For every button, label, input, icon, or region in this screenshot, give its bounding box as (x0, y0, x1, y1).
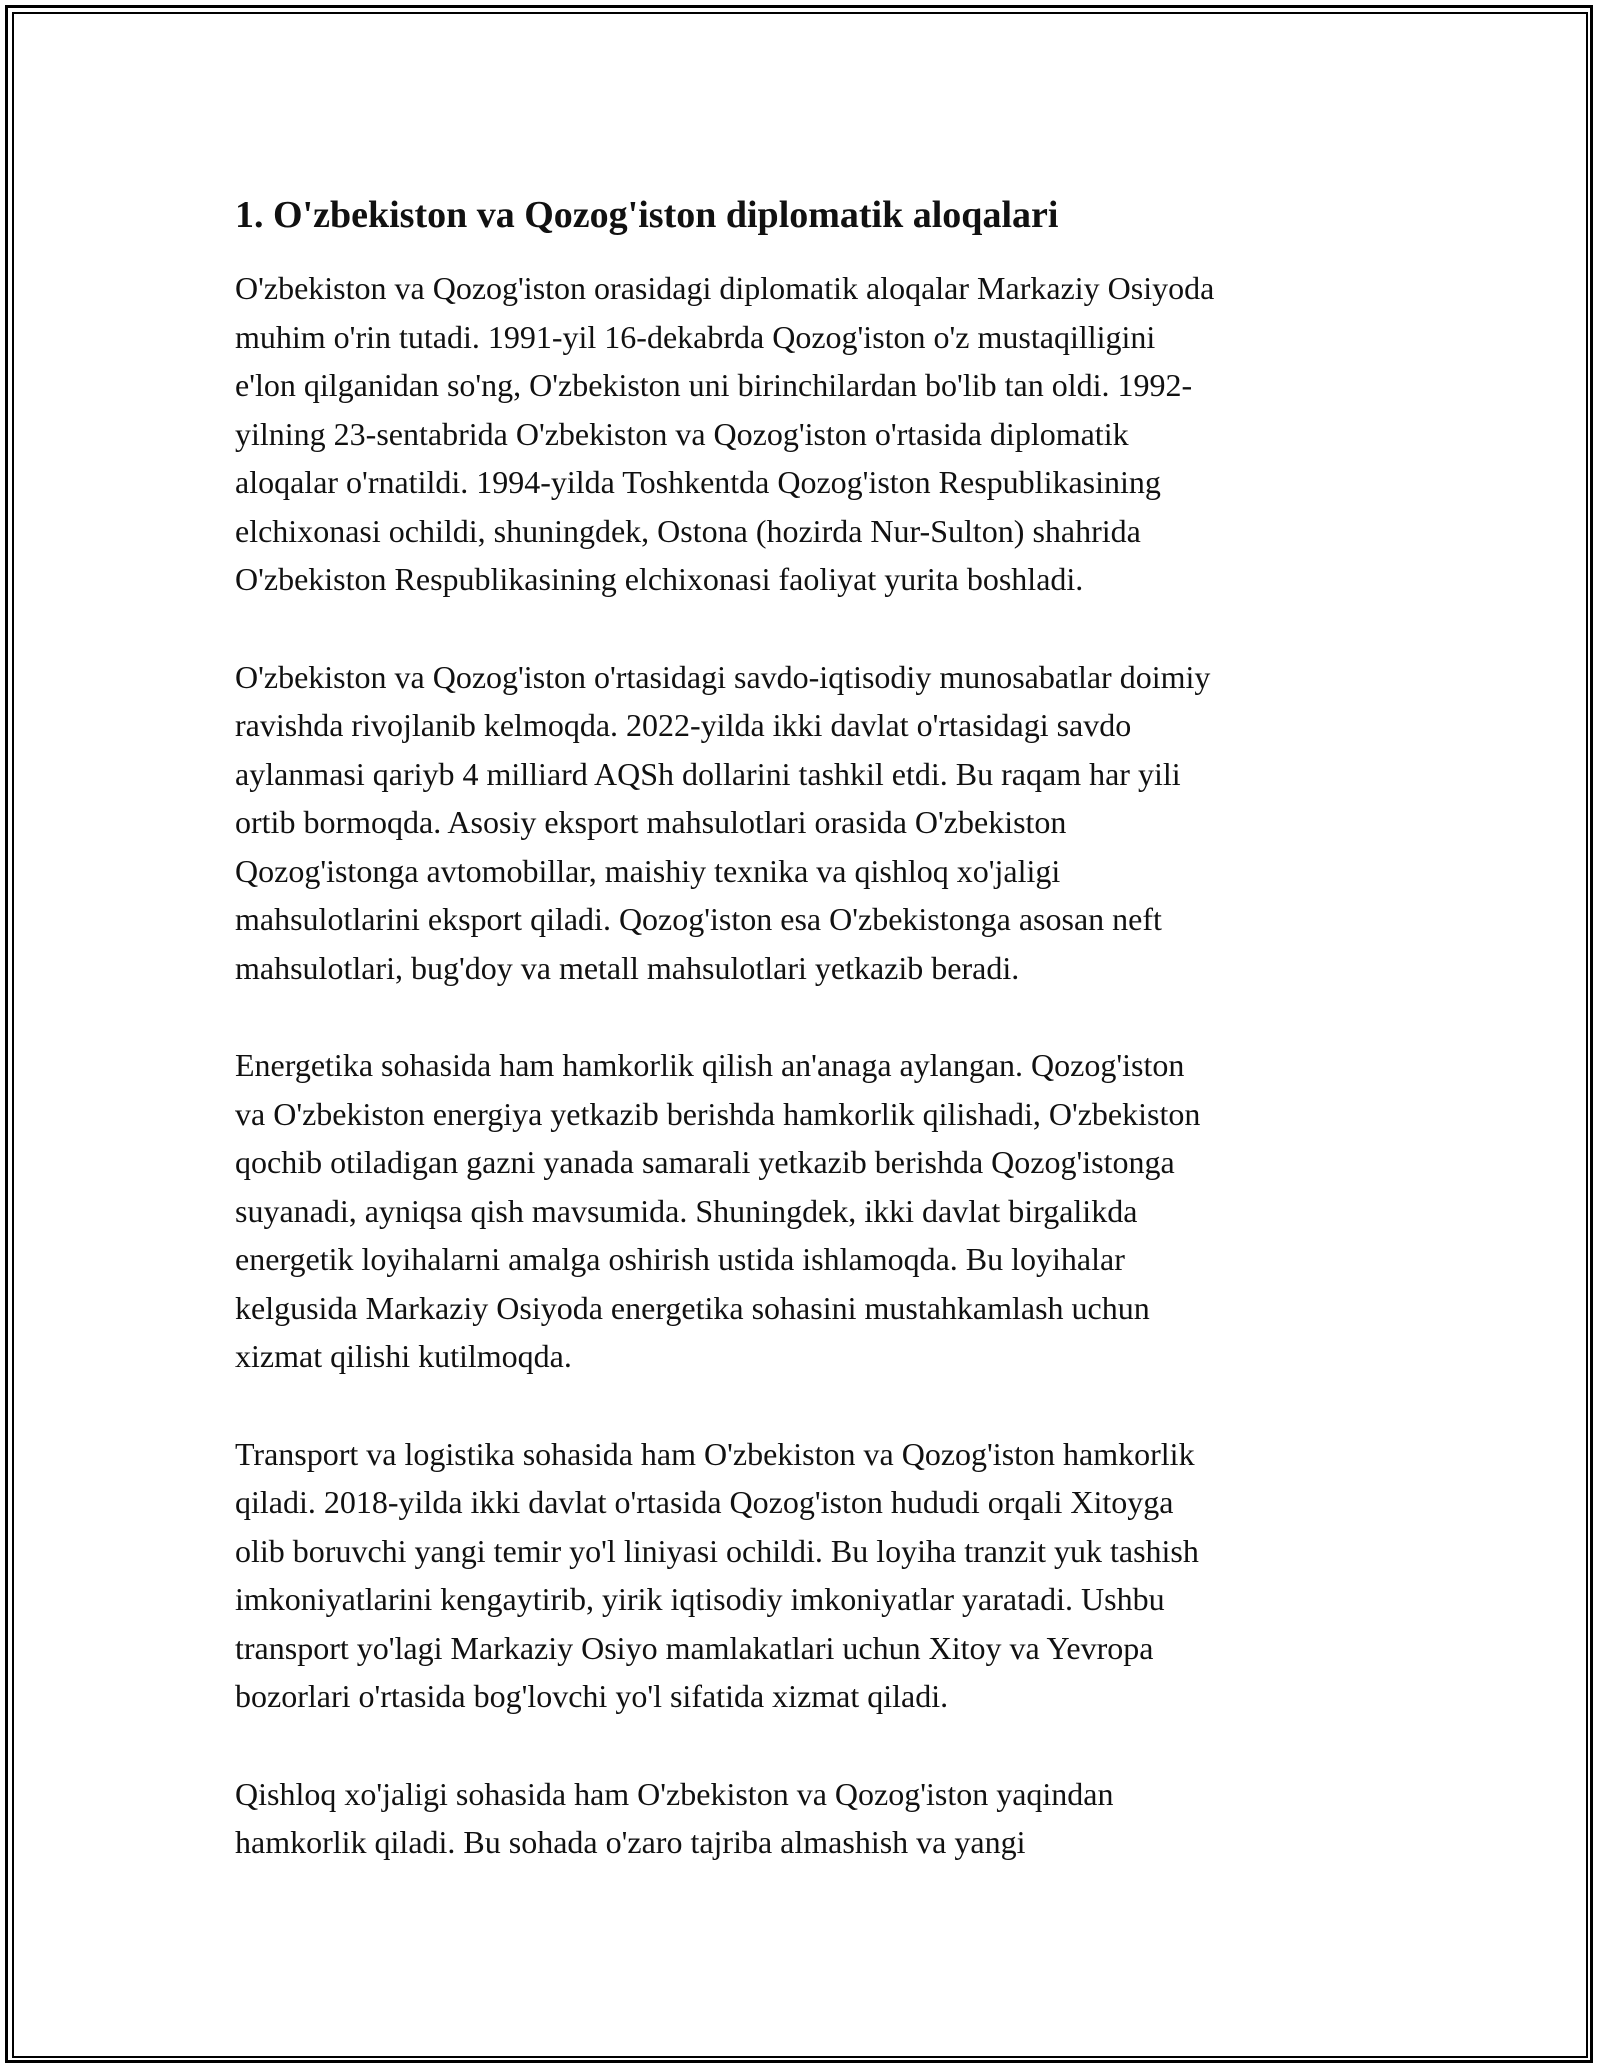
paragraph-agriculture: Qishloq xo'jaligi sohasida ham O'zbekiston va Qozog'iston yaqindan hamkorlik qiladi. Bu sohada o'zaro tajriba almashish va yangi (235, 1775, 1114, 1860)
paragraph-transport-logistics: Transport va logistika sohasida ham O'zbekiston va Qozog'iston hamkorlik qiladi. 2018-yilda ikki davlat o'rtasida Qozog'iston hududi orqali Xitoyga olib boruvchi yangi temir yo'l liniyasi ochildi. Bu loyiha tranzit yuk tashish imkoniyatlarini kengaytirib, yirik iqtisodiy imkoniyatlar yaratadi. Ushbu transport yo'lagi Markaziy Osiyo mamlakatlari uchun Xitoy va Yevropa bozorlari o'rtasida bog'lovchi yo'l sifatida xizmat qiladi. (235, 1435, 1199, 1714)
paragraph-trade-relations: O'zbekiston va Qozog'iston o'rtasidagi savdo-iqtisodiy munosabatlar doimiy ravishda rivojlanib kelmoqda. 2022-yilda ikki davlat o'rtasidagi savdo aylanmasi qariyb 4 milliard AQSh dollarini tashkil etdi. Bu raqam har yili ortib bormoqda. Asosiy eksport mahsulotlari orasida O'zbekiston Qozog'istonga avtomobillar, maishiy texnika va qishloq xo'jaligi mahsulotlarini eksport qiladi. Qozog'iston esa O'zbekistonga asosan neft mahsulotlari, bug'doy va metall mahsulotlari yetkazib beradi. (235, 658, 1211, 986)
document-body (235, 192, 1370, 1916)
section-heading: 1. O'zbekiston va Qozog'iston diplomatik aloqalari (235, 194, 1059, 236)
paragraph-diplomatic-relations: O'zbekiston va Qozog'iston orasidagi diplomatik aloqalar Markaziy Osiyoda muhim o'rin tutadi. 1991-yil 16-dekabrda Qozog'iston o'z mustaqilligini e'lon qilganidan so'ng, O'zbekiston uni birinchilardan bo'lib tan oldi. 1992- yilning 23-sentabrida O'zbekiston va Qozog'iston o'rtasida diplomatik aloqalar o'rnatildi. 1994-yilda Toshkentda Qozog'iston Respublikasining elchixonasi ochildi, shuningdek, Ostona (hozirda Nur-Sulton) shahrida O'zbekiston Respublikasining elchixonasi faoliyat yurita boshladi. (235, 270, 1215, 597)
paragraph-energy-cooperation: Energetika sohasida ham hamkorlik qilish an'anaga aylangan. Qozog'iston va O'zbekiston energiya yetkazib berishda hamkorlik qilishadi, O'zbekiston qochib otiladigan gazni yanada samarali yetkazib berishda Qozog'istonga suyanadi, ayniqsa qish mavsumida. Shuningdek, ikki davlat birgalikda energetik loyihalarni amalga oshirish ustida ishlamoqda. Bu loyihalar kelgusida Markaziy Osiyoda energetika sohasini mustahkamlash uchun xizmat qilishi kutilmoqda. (235, 1047, 1201, 1374)
